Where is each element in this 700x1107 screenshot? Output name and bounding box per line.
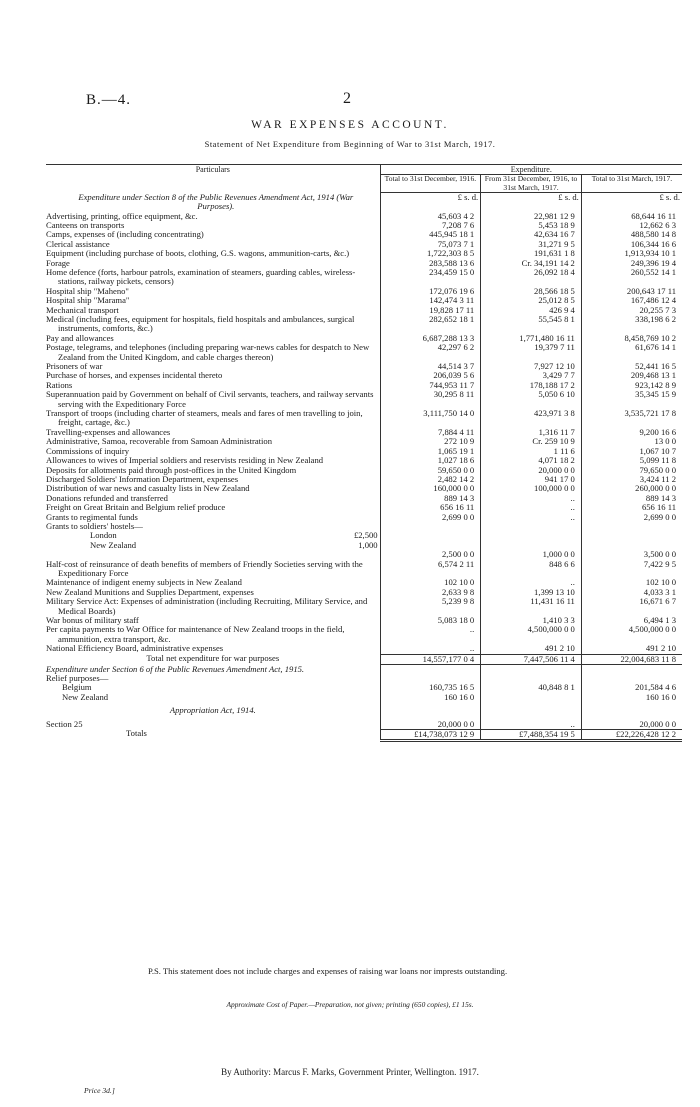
table-row (46, 230, 682, 239)
amount-cell: .. (380, 625, 481, 644)
amount-cell: 22,981 12 9 (481, 212, 582, 221)
amount-cell: 31,271 9 5 (481, 240, 582, 249)
amount-cell: 35,345 15 9 (581, 390, 682, 409)
amount-cell: 4,500,000 0 0 (581, 625, 682, 644)
amount-cell: 1,722,303 8 5 (380, 249, 481, 258)
column-header: From 31st December, 1916, to 31st March, 1917. (481, 175, 582, 193)
amount-cell: 1,771,480 16 11 (481, 334, 582, 343)
row-label: War bonus of military staff (46, 615, 139, 625)
amount-cell: 160 16 0 (581, 693, 682, 702)
table-row (46, 315, 682, 334)
amount-cell: 1,913,934 10 1 (581, 249, 682, 258)
amount-cell: 26,092 18 4 (481, 268, 582, 287)
amount-cell: Cr. 259 10 9 (481, 437, 582, 446)
row-label: Transport of troops (including charter of steamers, meals and fares of men travelling to join, freight, cartage, &c.) (46, 408, 363, 428)
amount-cell: 6,687,288 13 3 (380, 334, 481, 343)
amount-cell: 9,200 16 6 (581, 428, 682, 437)
hostel-nz-label: New Zealand (90, 539, 137, 550)
amount-cell: 1,399 13 10 (481, 588, 582, 597)
amount-cell: 338,198 6 2 (581, 315, 682, 334)
row-label: Equipment (including purchase of boots, clothing, G.S. wagons, ammunition-carts, &c.) (46, 248, 350, 259)
row-label: Section 25 (46, 718, 83, 729)
amount-cell: 445,945 18 1 (380, 230, 481, 239)
row-label: Rations (46, 379, 73, 390)
amount-cell: 1,410 3 3 (481, 616, 582, 625)
page-number: 2 (343, 90, 351, 107)
row-label: Pay and allowances (46, 332, 114, 343)
table-row (46, 597, 682, 616)
amount-cell: 1,027 18 6 (380, 456, 481, 465)
amount-cell: 19,379 7 11 (481, 343, 582, 362)
amount-cell: 941 17 0 (481, 475, 582, 484)
column-header: Total to 31st March, 1917. (581, 175, 682, 193)
amount-cell (481, 693, 582, 702)
amount-cell: 142,474 3 11 (380, 296, 481, 305)
row-label: Grants to regimental funds (46, 511, 138, 522)
table-row (46, 390, 682, 409)
row-label: Clerical assistance (46, 238, 110, 249)
row-label: New Zealand Munitions and Supplies Department, expenses (46, 586, 254, 597)
amount-cell: 2,699 0 0 (581, 513, 682, 522)
totals-label: Totals (126, 728, 147, 739)
row-label: Prisoners of war (46, 361, 103, 372)
amount-cell: 25,012 8 5 (481, 296, 582, 305)
amount-cell: 167,486 12 4 (581, 296, 682, 305)
amount-cell: 68,644 16 11 (581, 212, 682, 221)
amount-cell: 52,441 16 5 (581, 362, 682, 371)
table-row (46, 212, 682, 221)
amount-cell: 656 16 11 (581, 503, 682, 512)
amount-cell: 2,699 0 0 (380, 513, 481, 522)
row-label: Camps, expenses of (including concentrating) (46, 229, 204, 240)
amount-cell: 102 10 0 (380, 578, 481, 587)
row-label: Advertising, printing, office equipment, &c. (46, 210, 198, 221)
document-code: B.—4. (86, 92, 132, 108)
amount-cell: 488,580 14 8 (581, 230, 682, 239)
amount-cell: 206,039 5 6 (380, 371, 481, 380)
row-label: Belgium (62, 682, 92, 693)
table-row (46, 625, 682, 644)
amount-cell: 2,500 0 0 (380, 550, 481, 559)
row-label: Mechanical transport (46, 304, 119, 315)
row-label: Purchase of horses, and expenses incidental thereto (46, 370, 223, 381)
unit-label: £ s. d. (481, 193, 582, 212)
amount-cell: 160,735 16 5 (380, 683, 481, 692)
section-heading: Expenditure under Section 6 of the Public Revenues Amendment Act, 1915. (46, 663, 305, 674)
amount-cell: 889 14 3 (581, 494, 682, 503)
amount-cell: .. (481, 716, 582, 730)
table-row (46, 644, 682, 654)
amount-cell: 20,000 0 0 (581, 716, 682, 730)
amount-cell: 4,071 18 2 (481, 456, 582, 465)
amount-cell: 75,073 7 1 (380, 240, 481, 249)
amount-cell: 6,494 1 3 (581, 616, 682, 625)
amount-cell: 106,344 16 6 (581, 240, 682, 249)
amount-cell: 2,633 9 8 (380, 588, 481, 597)
totals-cell: £14,738,073 12 9 (380, 729, 481, 740)
row-label: Military Service Act: Expenses of administration (including Recruiting, Military Service, and Medical Boards) (46, 596, 368, 616)
amount-cell: 3,535,721 17 8 (581, 409, 682, 428)
amount-cell: 100,000 0 0 (481, 484, 582, 493)
amount-cell: 45,603 4 2 (380, 212, 481, 221)
amount-cell: 848 6 6 (481, 560, 582, 579)
amount-cell: 7,927 12 10 (481, 362, 582, 371)
table-row (46, 437, 682, 446)
row-label (46, 541, 380, 550)
amount-cell: 79,650 0 0 (581, 466, 682, 475)
amount-cell: 55,545 8 1 (481, 315, 582, 334)
amount-cell: 13 0 0 (581, 437, 682, 446)
hostel-london-amount: £2,500 (353, 530, 378, 541)
row-label: Relief purposes— (46, 672, 109, 683)
row-label: Forage (46, 257, 70, 268)
row-label: Hospital ship "Marama" (46, 295, 130, 306)
expenditure-rows (46, 560, 682, 655)
row-label: New Zealand (62, 691, 109, 702)
amount-cell: 11,431 16 11 (481, 597, 582, 616)
amount-cell: 5,453 18 9 (481, 221, 582, 230)
amount-cell: 1,067 10 7 (581, 447, 682, 456)
amount-cell: 4,033 3 1 (581, 588, 682, 597)
amount-cell: 201,584 4 6 (581, 683, 682, 692)
amount-cell: 44,514 3 7 (380, 362, 481, 371)
amount-cell: 744,953 11 7 (380, 381, 481, 390)
table-row (46, 343, 682, 362)
amount-cell: 3,424 11 2 (581, 475, 682, 484)
amount-cell: 42,634 16 7 (481, 230, 582, 239)
amount-cell: 8,458,769 10 2 (581, 334, 682, 343)
row-label: Donations refunded and transferred (46, 492, 168, 503)
row-label: Freight on Great Britain and Belgium relief produce (46, 502, 226, 513)
table-row (46, 296, 682, 305)
row-label: Maintenance of indigent enemy subjects in New Zealand (46, 577, 242, 588)
section-heading: Appropriation Act, 1914. (169, 705, 256, 716)
amount-cell: 260,552 14 1 (581, 268, 682, 287)
expenditure-table (46, 164, 682, 742)
amount-cell: 889 14 3 (380, 494, 481, 503)
page-subtitle: Statement of Net Expenditure from Beginning of War to 31st March, 1917. (204, 139, 496, 149)
amount-cell: 61,676 14 1 (581, 343, 682, 362)
amount-cell: 20,000 0 0 (380, 716, 481, 730)
column-header: Total to 31st December, 1916. (380, 175, 481, 193)
amount-cell: 5,099 11 8 (581, 456, 682, 465)
amount-cell: 272 10 9 (380, 437, 481, 446)
amount-cell: 19,828 17 11 (380, 306, 481, 315)
amount-cell: 30,295 8 11 (380, 390, 481, 409)
amount-cell: 16,671 6 7 (581, 597, 682, 616)
amount-cell: .. (481, 494, 582, 503)
subtotal-cell: 14,557,177 0 4 (380, 654, 481, 664)
row-label: Deposits for allotments paid through post-offices in the United Kingdom (46, 464, 297, 475)
unit-label: £ s. d. (581, 193, 682, 212)
amount-cell: 172,076 19 6 (380, 287, 481, 296)
amount-cell: 12,662 6 3 (581, 221, 682, 230)
row-label: Postage, telegrams, and telephones (including preparing war-news cables for despatch to New Zealand from the United Kingdom, and cable charges thereon) (46, 342, 370, 362)
row-label: Allowances to wives of Imperial soldiers and reservists residing in New Zealand (46, 455, 324, 466)
amount-cell: .. (380, 644, 481, 654)
row-label: Discharged Soldiers' Information Department, expenses (46, 473, 239, 484)
row-label: Per capita payments to War Office for maintenance of New Zealand troops in the field, ammunition, extra transport, &c. (46, 624, 345, 644)
amount-cell: 20,255 7 3 (581, 306, 682, 315)
amount-cell: 7,208 7 6 (380, 221, 481, 230)
amount-cell: 426 9 4 (481, 306, 582, 315)
amount-cell: 6,574 2 11 (380, 560, 481, 579)
table-row (46, 409, 682, 428)
amount-cell: 249,396 19 4 (581, 259, 682, 268)
amount-cell: 5,050 6 10 (481, 390, 582, 409)
amount-cell: 3,111,750 14 0 (380, 409, 481, 428)
section-heading: Expenditure under Section 8 of the Public Revenues Amendment Act, 1914 (War Purposes). (78, 191, 354, 212)
amount-cell: 200,643 17 11 (581, 287, 682, 296)
amount-cell: 102 10 0 (581, 578, 682, 587)
postscript-note: P.S. This statement does not include charges and expenses of raising war loans nor imprests outstanding. (148, 966, 508, 976)
expenditure-rows (46, 212, 682, 522)
amount-cell: Cr. 34,191 14 2 (481, 259, 582, 268)
amount-cell: .. (481, 503, 582, 512)
amount-cell: 3,500 0 0 (581, 550, 682, 559)
hostel-london-label: London (90, 530, 117, 541)
totals-cell: £22,226,428 12 2 (581, 729, 682, 740)
amount-cell: 191,631 1 8 (481, 249, 582, 258)
amount-cell: 2,482 14 2 (380, 475, 481, 484)
row-label: National Efficiency Board, administrative expenses (46, 643, 224, 654)
table-row (46, 287, 682, 296)
amount-cell: 283,588 13 6 (380, 259, 481, 268)
amount-cell: 20,000 0 0 (481, 466, 582, 475)
row-label: Medical (including fees, equipment for hospitals, field hospitals and ambulances, surgical instruments, comforts, &c.) (46, 314, 355, 334)
amount-cell: 1 11 6 (481, 447, 582, 456)
row-label: Canteens on transports (46, 219, 125, 230)
table-row (46, 560, 682, 579)
table-row (46, 503, 682, 512)
amount-cell: .. (481, 578, 582, 587)
amount-cell: 5,239 9 8 (380, 597, 481, 616)
hostel-nz-amount: 1,000 (358, 539, 378, 550)
amount-cell: 4,500,000 0 0 (481, 625, 582, 644)
table-row (46, 249, 682, 258)
row-label: Home defence (forts, harbour patrols, examination of steamers, guarding cables, wireless-stations, railway pickets, censors) (46, 266, 356, 287)
row-label: Grants to soldiers' hostels— (46, 520, 143, 531)
subtotal-cell: 22,004,683 11 8 (581, 654, 682, 664)
amount-cell: 1,316 11 7 (481, 428, 582, 437)
subtotal-label: Total net expenditure for war purposes (146, 653, 280, 664)
particulars-header: Particulars (195, 165, 230, 174)
amount-cell: 5,083 18 0 (380, 616, 481, 625)
amount-cell: 160 16 0 (380, 693, 481, 702)
amount-cell: 1,065 19 1 (380, 447, 481, 456)
amount-cell: 59,650 0 0 (380, 466, 481, 475)
amount-cell: 1,000 0 0 (481, 550, 582, 559)
page-title: WAR EXPENSES ACCOUNT. (251, 119, 449, 131)
amount-cell: 656 16 11 (380, 503, 481, 512)
printer-authority: By Authority: Marcus F. Marks, Government Printer, Wellington. 1917. (221, 1067, 479, 1077)
amount-cell: 234,459 15 0 (380, 268, 481, 287)
amount-cell: 491 2 10 (481, 644, 582, 654)
table-row (46, 371, 682, 380)
amount-cell: 160,000 0 0 (380, 484, 481, 493)
row-label: Hospital ship "Maheno" (46, 285, 129, 296)
price-note: Price 3d.] (84, 1086, 115, 1095)
amount-cell: .. (481, 513, 582, 522)
amount-cell: 923,142 8 9 (581, 381, 682, 390)
amount-cell: 178,188 17 2 (481, 381, 582, 390)
amount-cell: 260,000 0 0 (581, 484, 682, 493)
amount-cell: 7,884 4 11 (380, 428, 481, 437)
amount-cell: 491 2 10 (581, 644, 682, 654)
cost-note: Approximate Cost of Paper.—Preparation, not given; printing (650 copies), £1 15s. (226, 1000, 474, 1009)
amount-cell: 7,422 9 5 (581, 560, 682, 579)
amount-cell: 282,652 18 1 (380, 315, 481, 334)
amount-cell: 42,297 6 2 (380, 343, 481, 362)
amount-cell: 423,971 3 8 (481, 409, 582, 428)
row-label: Superannuation paid by Government on behalf of Civil servants, teachers, and railway servants serving with the Expeditionary Force (46, 389, 374, 409)
row-label: Commissions of inquiry (46, 445, 130, 456)
row-label: Administrative, Samoa, recoverable from Samoan Administration (46, 436, 273, 447)
amount-cell: 3,429 7 7 (481, 371, 582, 380)
row-label: Distribution of war news and casualty lists in New Zealand (46, 483, 250, 494)
table-row (46, 268, 682, 287)
expenditure-header: Expenditure. (380, 165, 682, 175)
amount-cell: 28,566 18 5 (481, 287, 582, 296)
unit-label: £ s. d. (380, 193, 481, 212)
row-label: Half-cost of reinsurance of death benefits of members of Friendly Societies serving with the Expeditionary Force (46, 558, 363, 578)
amount-cell: 209,468 13 1 (581, 371, 682, 380)
row-label: Travelling-expenses and allowances (46, 426, 171, 437)
subtotal-cell: 7,447,506 11 4 (481, 654, 582, 664)
amount-cell: 40,848 8 1 (481, 683, 582, 692)
totals-cell: £7,488,354 19 5 (481, 729, 582, 740)
